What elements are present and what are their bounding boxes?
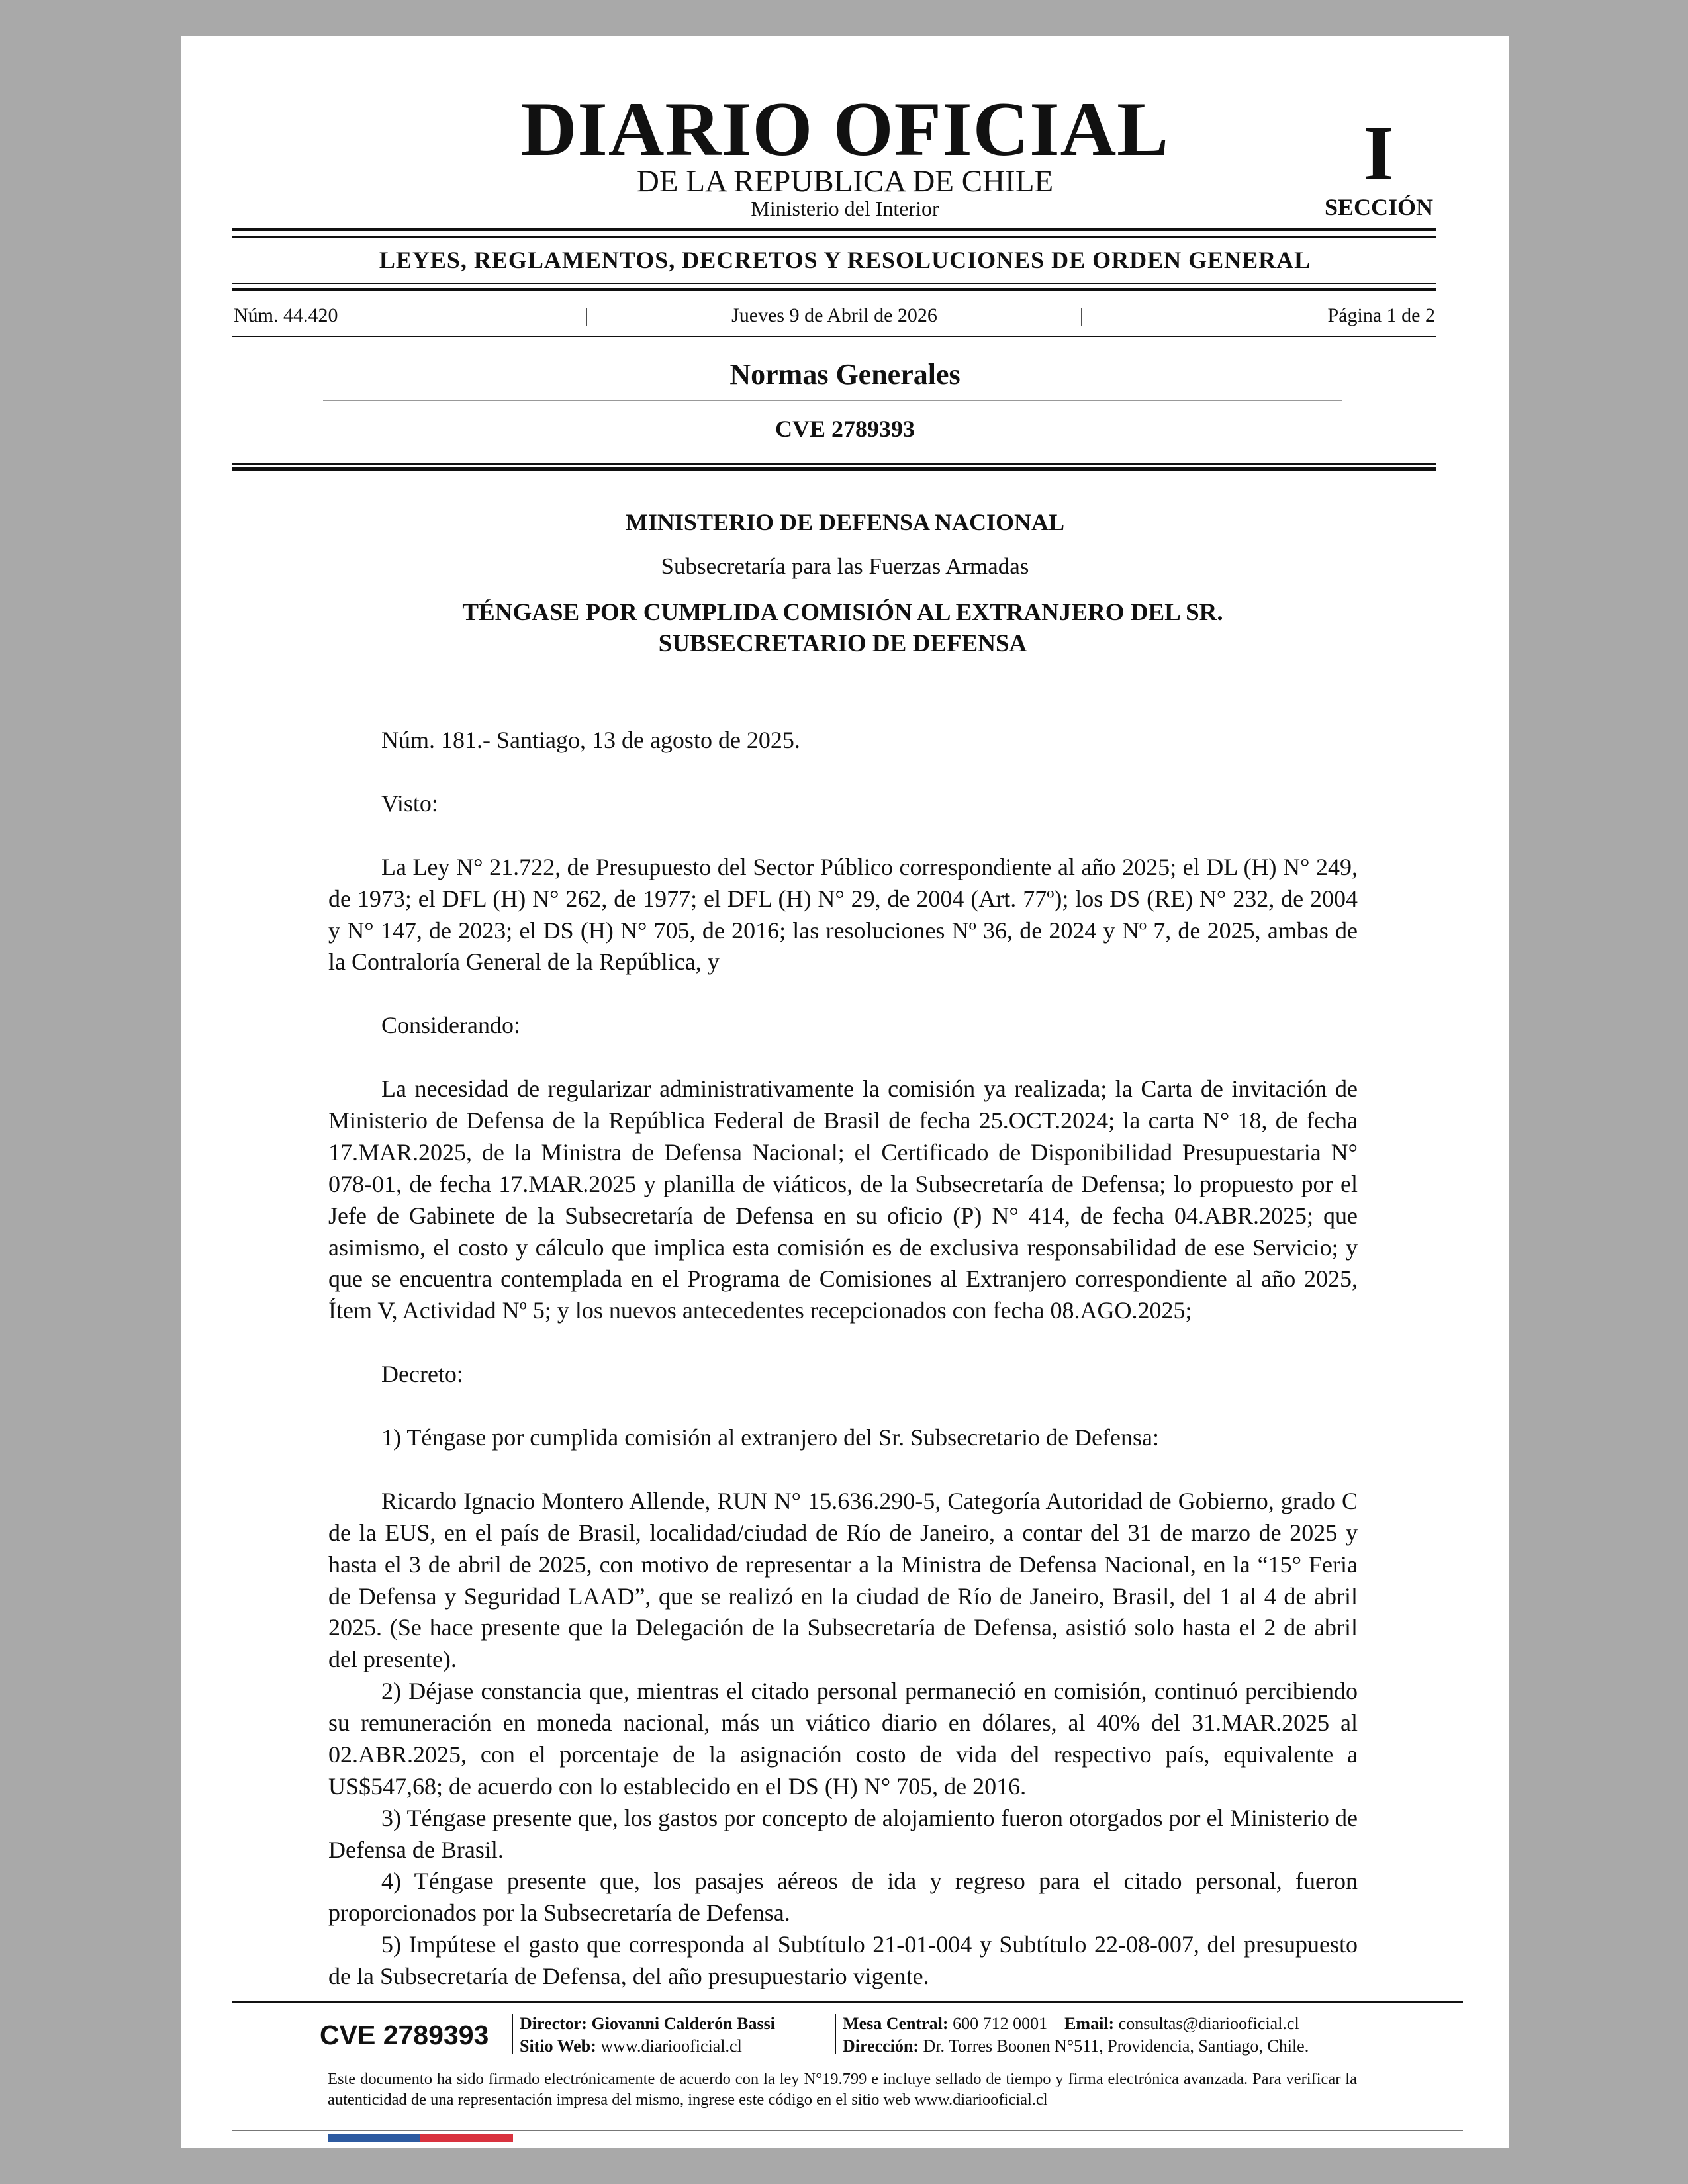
footer-legal-note: Este documento ha sido firmado electrónicamente de acuerdo con la ley N°19.799 e incluye sellado de tiempo y firma electrónica avanzada. Para verificar la autenticidad de una representación impresa del mismo, ingrese este código en el sitio web www.diariooficial.cl — [328, 2070, 1357, 2109]
decree-title-line: SUBSECRETARIO DE DEFENSA — [658, 629, 1027, 657]
body-rule-thin — [232, 463, 1436, 465]
section-label: SECCIÓN — [1324, 194, 1434, 220]
issue-rule — [232, 336, 1436, 337]
masthead-subtitle: DE LA REPUBLICA DE CHILE — [636, 164, 1054, 199]
article-3: 3) Téngase presente que, los gastos por concepto de alojamiento fueron otorgados por el Ministerio de Defensa de Brasil. — [328, 1804, 1358, 1863]
article-2: 2) Déjase constancia que, mientras el citado personal permaneció en comisión, continuó percibiendo su remuneración en moneda nacional, más un viático diario en dólares, al 40% del 31.MAR.2025 al 02.ABR.2025, con el porcentaje de la asignación costo de vida del respectivo país, equivalente a US$547,68; de acuerdo con lo establecido en el DS (H) N° 705, de 2016. — [328, 1678, 1358, 1799]
considerando-label: Considerando: — [381, 1012, 520, 1039]
footer-email-link[interactable]: consultas@diariooficial.cl — [1118, 2014, 1299, 2033]
issue-number: Núm. 44.420 — [234, 304, 338, 326]
footer-email-label: Email: — [1064, 2014, 1115, 2033]
document-page — [181, 36, 1509, 2148]
header-rule-mid-thin — [232, 283, 1436, 284]
issue-separator: | — [1080, 304, 1084, 326]
flag-stripe-red — [420, 2134, 513, 2142]
category-rule — [323, 400, 1342, 401]
considerando-paragraph: La necesidad de regularizar administrativamente la comisión ya realizada; la Carta de invitación de Ministerio de Defensa de la República Federal de Brasil de fecha 25.OCT.2024; la carta N° 18, de fecha 17.MAR.2025, de la Ministra de Defensa Nacional; el Certificado de Disponibilidad Presupuestaria N° 078-01, de fecha 17.MAR.2025 y planilla de viáticos, de la Subsecretaría de Defensa; lo propuesto por el Jefe de Gabinete de la Subsecretaría de Defensa en su oficio (P) N° 414, de fecha 04.ABR.2025; que asimismo, el costo y cálculo que implica esta comisión es de exclusiva responsabilidad de ese Servicio; y que se encuentra contemplada en el Programa de Comisiones al Extranjero correspondiente al año 2025, Ítem V, Actividad Nº 5; y los nuevos antecedentes recepcionados con fecha 08.AGO.2025; — [328, 1075, 1358, 1324]
article-1: 1) Téngase por cumplida comisión al extranjero del Sr. Subsecretario de Defensa: — [381, 1424, 1159, 1451]
flag-stripe-blue — [328, 2134, 420, 2142]
footer-rule-bottom — [232, 2130, 1463, 2131]
footer-director-block — [520, 2013, 775, 2058]
article-5: 5) Impútese el gasto que corresponda al Subtítulo 21-01-004 y Subtítulo 22-08-007, del presupuesto de la Subsecretaría de Defensa, del año presupuestario vigente. — [328, 1931, 1358, 1989]
footer-director-label: Director: — [520, 2014, 588, 2033]
article-4: 4) Téngase presente que, los pasajes aéreos de ida y regreso para el citado personal, fueron proporcionados por la Subsecretaría de Defensa. — [328, 1868, 1358, 1927]
footer-address: Dr. Torres Boonen N°511, Providencia, Santiago, Chile. — [923, 2036, 1309, 2056]
article-1-detail: Ricardo Ignacio Montero Allende, RUN N° 15.636.290-5, Categoría Autoridad de Gobierno, grado C de la EUS, en el país de Brasil, localidad/ciudad de Río de Janeiro, a contar del 31 de marzo de 2025 y hasta el 3 de abril de 2025, con motivo de representar a la Ministra de Defensa Nacional, en la “15° Feria de Defensa y Seguridad LAAD”, que se realizó en la ciudad de Río de Janeiro, Brasil, del 1 al 4 de abril 2025. (Se hace presente que la Delegación de la Subsecretaría de Defensa, asistió solo hasta el 2 de abril del presente). — [328, 1487, 1358, 1673]
footer-web-link[interactable]: www.diariooficial.cl — [600, 2036, 742, 2056]
decree-subsecretariat: Subsecretaría para las Fuerzas Armadas — [661, 553, 1029, 579]
masthead-title: DIARIO OFICIAL — [520, 87, 1170, 172]
visto-paragraph: La Ley N° 21.722, de Presupuesto del Sector Público correspondiente al año 2025; el DL (H) N° 249, de 1973; el DFL (H) N° 262, de 1977; el DFL (H) N° 29, de 2004 (Art. 77º); los DS (RE) N° 232, de 2004 y N° 147, de 2023; el DS (H) N° 705, de 2016; las resoluciones Nº 36, de 2024 y Nº 7, de 2025, ambas de la Contraloría General de la República, y — [328, 853, 1358, 976]
footer-contact-block — [843, 2013, 1309, 2058]
header-section-title: LEYES, REGLAMENTOS, DECRETOS Y RESOLUCIONES DE ORDEN GENERAL — [379, 247, 1311, 273]
visto-label: Visto: — [381, 790, 438, 817]
decreto-label: Decreto: — [381, 1361, 463, 1388]
footer-web-label: Sitio Web: — [520, 2036, 596, 2056]
decree-ministry: MINISTERIO DE DEFENSA NACIONAL — [625, 509, 1065, 535]
decree-number-line: Núm. 181.- Santiago, 13 de agosto de 2025. — [381, 727, 800, 753]
issue-date: Jueves 9 de Abril de 2026 — [731, 304, 937, 326]
footer-phone-label: Mesa Central: — [843, 2014, 949, 2033]
header-rule-mid — [232, 288, 1436, 291]
decree-title-line: TÉNGASE POR CUMPLIDA COMISIÓN AL EXTRANJERO DEL SR. — [462, 599, 1223, 626]
decree-body — [328, 725, 1358, 1993]
footer-phone: 600 712 0001 — [953, 2014, 1048, 2033]
footer-director-name: Giovanni Calderón Bassi — [591, 2014, 775, 2033]
footer-address-label: Dirección: — [843, 2036, 919, 2056]
section-marker — [1309, 110, 1448, 220]
footer-cve-code: CVE 2789393 — [320, 2020, 489, 2050]
body-rule-thick — [232, 467, 1436, 471]
footer-rule-top — [232, 2001, 1463, 2003]
header-rule-top-thin — [232, 236, 1436, 238]
cve-code: CVE 2789393 — [774, 416, 915, 442]
issue-separator: | — [585, 304, 589, 326]
masthead-ministry: Ministerio del Interior — [751, 197, 939, 220]
category-heading: Normas Generales — [729, 358, 961, 390]
footer-separator — [835, 2014, 836, 2054]
header-rule-top — [232, 228, 1436, 231]
footer-separator — [512, 2014, 513, 2054]
section-number: I — [1364, 110, 1394, 197]
issue-page: Página 1 de 2 — [1327, 304, 1435, 326]
decree-title — [379, 598, 1306, 660]
